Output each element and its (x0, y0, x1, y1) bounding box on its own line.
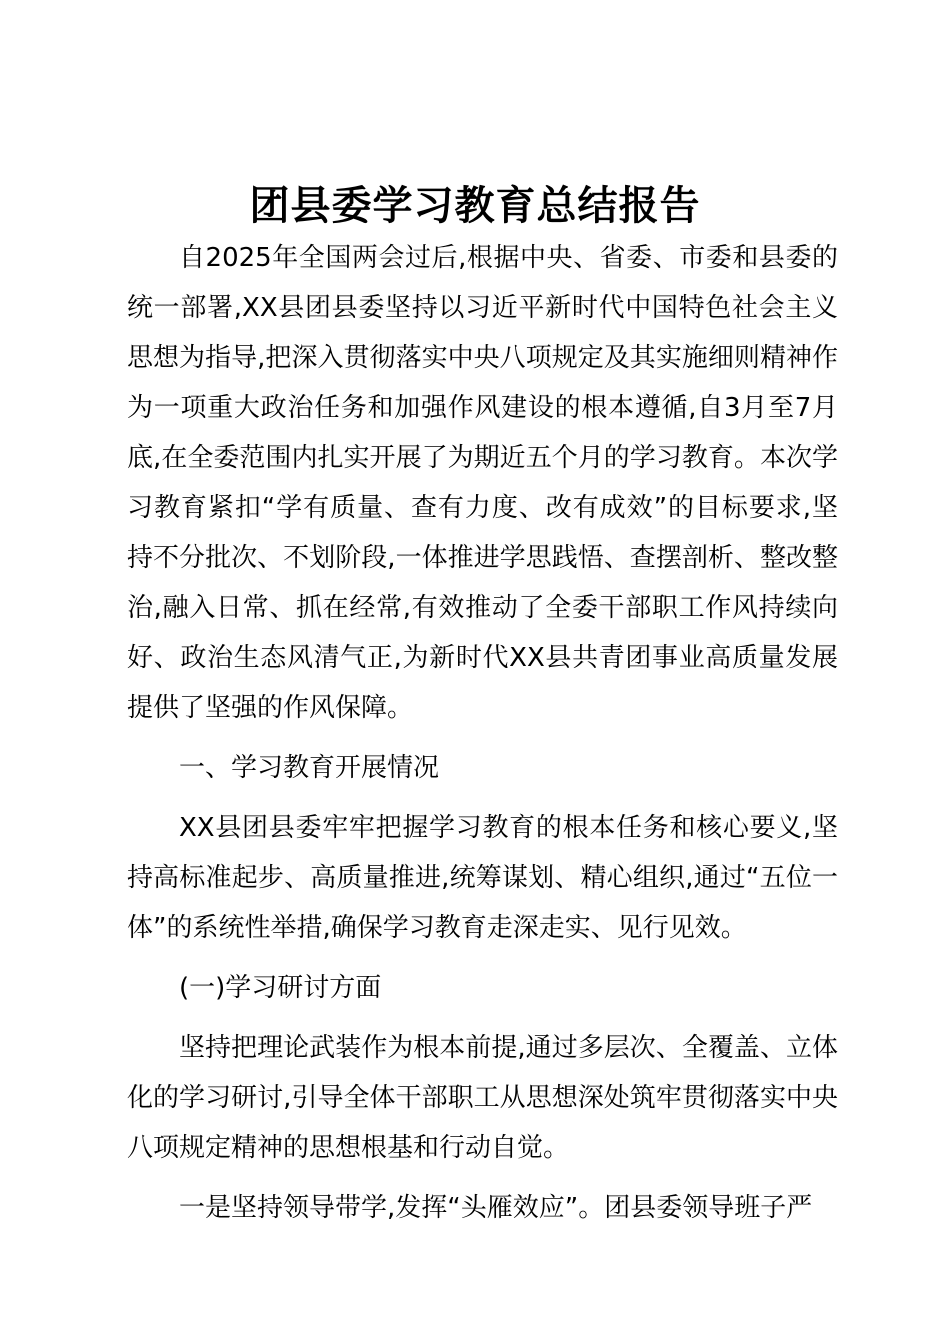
paragraph-point-1: 一是坚持领导带学,发挥“头雁效应”。团县委领导班子严 (179, 1193, 813, 1223)
paragraph-section-1: XX县团县委牢牢把握学习教育的根本任务和核心要义,坚持高标准起步、高质量推进,统筹谋划、精心组织,通过“五位一体”的系统性举措,确保学习教育走深走实、见行见效。 (127, 813, 838, 943)
paragraph-subsection-1: 坚持把理论武装作为根本前提,通过多层次、全覆盖、立体化的学习研讨,引导全体干部职工从思想深处筑牢贯彻落实中央八项规定精神的思想根基和行动自觉。 (127, 1033, 838, 1163)
subsection-heading-1: (一)学习研讨方面 (179, 973, 382, 1003)
document-body (127, 233, 838, 1233)
document-title: 团县委学习教育总结报告 (249, 182, 701, 229)
section-heading-1: 一、学习教育开展情况 (179, 753, 440, 783)
paragraph-intro: 自2025年全国两会过后,根据中央、省委、市委和县委的统一部署,XX县团县委坚持以习近平新时代中国特色社会主义思想为指导,把深入贯彻落实中央八项规定及其实施细则精神作为一项重大政治任务和加强作风建设的根本遵循,自3月至7月底,在全委范围内扎实开展了为期近五个月的学习教育。本次学习教育紧扣“学有质量、查有力度、改有成效”的目标要求,坚持不分批次、不划阶段,一体推进学思践悟、查摆剖析、整改整治,融入日常、抓在经常,有效推动了全委干部职工作风持续向好、政治生态风清气正,为新时代XX县共青团事业高质量发展提供了坚强的作风保障。 (127, 243, 838, 723)
